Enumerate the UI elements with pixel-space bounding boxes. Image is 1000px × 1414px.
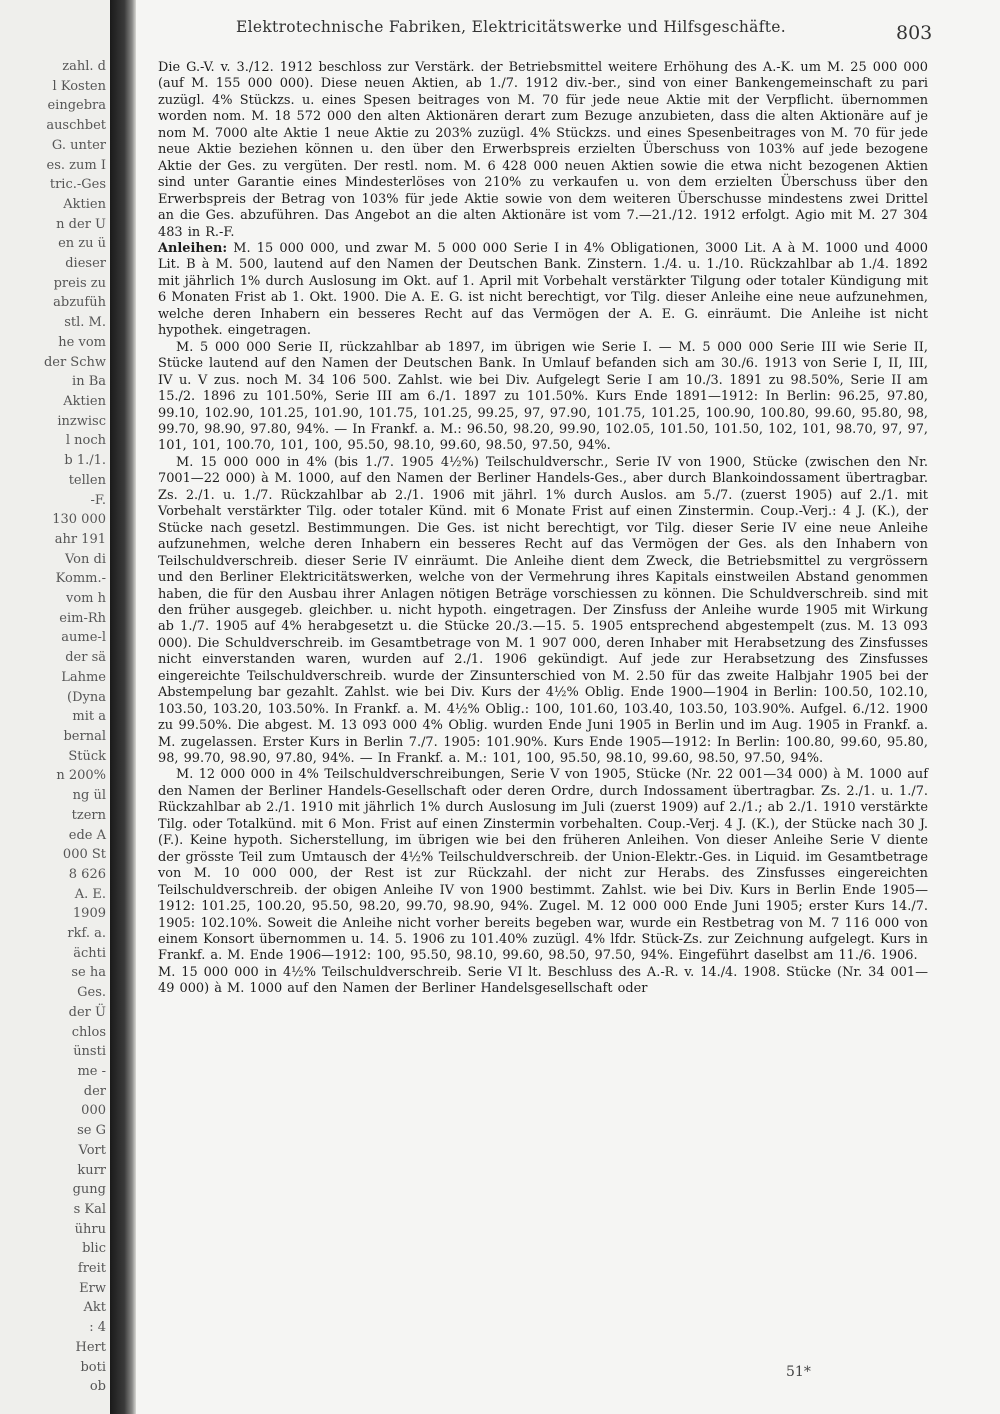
- facing-page-fragment: Lahme: [61, 669, 106, 685]
- facing-page-fragment: n 200%: [56, 768, 106, 784]
- paragraph-text: Die G.-V. v. 3./12. 1912 beschloss zur Verstärk. der Betriebsmittel weitere Erhöhung des A.-K. um M. 25 000 000 (auf M. 155 000 000). Diese neuen Aktien, ab 1./7. 1912 div.-ber., sind von einer Bankengemeinschaft zu pari zuzügl. 4% Stückzs. u. eines Spesen beitrages von M. 70 für jede neue Aktie mit der Verpflicht. übernommen worden nom. M. 18 572 000 den alten Aktionären derart zum Bezuge anzubieten, dass die alten Aktionäre auf je nom M. 7000 alte Aktie 1 neue Aktie zu 203% zuzügl. 4% Stückzs. und eines Spesenbeitrages von M. 70 für jede neue Aktie beziehen können u. den über den Erwerbspreis erzielten Überschuss von 103% auf jede bezogene Aktie der Ges. zu vergüten. Der restl. nom. M. 6 428 000 neuen Aktien sowie die etwa nicht bezogenen Aktien sind unter Garantie eines Mindesterlöses von 210% zu verkaufen u. von dem erzielten Überschuss über den Erwerbspreis der Betrag von 103% für jede Aktie sowie von dem weiteren Überschusse mindestens zwei Drittel an die Ges. abzuführen. Das Angebot an die alten Aktionäre ist vom 7.—21./12. 1912 erfolgt. Agio mit M. 27 304 483 in R.-F.: [158, 60, 928, 240]
- paragraph: [158, 60, 928, 241]
- facing-page-fragment: der Schw: [43, 354, 106, 370]
- facing-page-fragment: 000 St: [62, 847, 106, 863]
- paragraph-text: M. 12 000 000 in 4% Teilschuldverschreibungen, Serie V von 1905, Stücke (Nr. 22 001—34 000) à M. 1000 auf den Namen der Berliner Handels-Gesellschaft oder deren Ordre, durch Indossament übertragbar. Zs. 2./1. u. 1./7. Rückzahlbar ab 2./1. 1910 mit jährlich 1% durch Auslosung im Juli (zuerst 1909) auf 2./1.; ab 2./1. 1910 verstärkte Tilg. oder Totalkünd. mit 6 Mon. Frist auf einen Zinstermin vorbehalten. Coup.-Verj. 4 J. (K.), der Stücke nach 30 J. (F.). Keine hypoth. Sicherstellung, im übrigen wie bei den früheren Anleihen. Von dieser Anleihe Serie V diente der grösste Teil zum Umtausch der 4½% Teilschuldverschreib. der Union-Elektr.-Ges. in Liquid. im Gesamtbetrage von M. 10 000 000, der Rest ist zur Rückzahl. der nicht zur Herabs. des Zinsfusses eingereichten Teilschuldverschreib. der obigen Anleihe IV von 1900 bestimmt. Zahlst. wie bei Div. Kurs in Berlin Ende 1905—1912: 101.25, 100.20, 95.50, 98.20, 99.70, 98.90, 94%. Zugel. M. 12 000 000 Ende Juni 1905; erster Kurs 14./7. 1905: 102.10%. Soweit die Anleihe nicht vorher bereits begeben war, wurde ein Restbetrag von M. 7 116 000 von einem Konsort übernommen u. 14. 5. 1906 zu 101.40% zuzügl. 4% lfdr. Stück-Zs. zur Zeichnung aufgelegt. Kurs in Frankf. a. M. Ende 1906—1912: 100, 95.50, 98.10, 99.60, 98.50, 97.50, 94%. Eingeführt daselbst am 11./6. 1906.: [158, 767, 928, 964]
- facing-page-fragment: bernal: [63, 729, 106, 744]
- facing-page-fragment: eim-Rh: [59, 610, 106, 626]
- facing-page-fragment: s Kal: [73, 1201, 106, 1217]
- facing-page-fragment: tzern: [71, 807, 106, 823]
- running-header: Elektrotechnische Fabriken, Elektricitätswerke und Hilfsgeschäfte.: [236, 18, 786, 36]
- facing-page-fragment: en zu ü: [58, 236, 106, 252]
- facing-page-fragment: dieser: [65, 256, 106, 272]
- facing-page-fragment: Vort: [78, 1142, 106, 1158]
- paragraph: [158, 241, 928, 340]
- facing-page-fragment: n der U: [56, 216, 106, 232]
- facing-page-fragment: ng ül: [72, 788, 106, 804]
- facing-page-fragment: me -: [77, 1064, 106, 1079]
- facing-page-fragment: chlos: [71, 1024, 106, 1040]
- paragraph-text: M. 15 000 000 in 4% (bis 1./7. 1905 4½%) Teilschuldverschr., Serie IV von 1900, Stücke (zwischen den Nr. 7001—22 000) à M. 1000, auf den Namen der Berliner Handels-Ges., aber durch Blankoindossament übertragbar. Zs. 2./1. u. 1./7. Rückzahlbar ab 2./1. 1906 mit jährl. 1% durch Auslos. am 5./7. (zuerst 1905) auf 2./1. mit Vorbehalt verstärkter Tilg. oder totaler Künd. mit 6 Monate Frist auf einen Zinstermin. Coup.-Verj.: 4 J. (K.), der Stücke nach gesetzl. Bestimmungen. Die Ges. ist nicht berechtigt, vor Tilg. dieser Serie IV eine neue Anleihe aufzunehmen, welche deren Inhabern ein besseres Recht auf das Vermögen der Ges. als den Inhabern von Teilschuldverschreib. dieser Serie IV einräumt. Die Anleihe dient dem Zweck, die Betriebsmittel zu vergrössern und den Berliner Elektricitätswerken, welche von der Vermehrung ihres Kapitals einstweilen Abstand genommen haben, die für den Ausbau ihrer Anlagen nötigen Beträge vorschiessen zu können. Die Schuldverschreib. sind mit den früher ausgegeb. gleichber. u. nicht hypoth. eingetragen. Der Zinsfuss der Anleihe wurde 1905 mit Wirkung ab 1./7. 1905 auf 4% herabgesetzt u. die Stücke 20./3.—15. 5. 1905 entsprechend abgestempelt (zus. M. 13 093 000). Die Schuldverschreib. im Gesamtbetrage von M. 1 907 000, deren Inhaber mit Herabsetzung des Zinsfusses nicht einverstanden waren, wurden auf 2./1. 1906 gekündigt. Auf jede zur Herabsetzung des Zinsfusses eingereichte Teilschuldverschreib. wurde der Zinsunterschied von M. 2.50 für das zweite Halbjahr 1905 bei der Abstempelung bar gezahlt. Zahlst. wie bei Div. Kurs der 4½% Oblig. Ende 1900—1904 in Berlin: 100.50, 102.10, 103.50, 103.20, 103.50%. In Frankf. a. M. 4½% Oblig.: 100, 101.60, 103.40, 103.50, 103.90%. Aufgel. 6./12. 1900 zu 99.50%. Die abgest. M. 13 093 000 4% Oblig. wurden Ende Juni 1905 in Berlin und im Aug. 1905 in Frankf. a. M. zugelassen. Erster Kurs in Berlin 7./7. 1905: 101.90%. Kurs Ende 1905—1912: In Berlin: 100.80, 99.60, 95.80, 98, 99.70, 98.90, 97.80, 94%. — In Frankf. a. M.: 101, 100, 95.50, 98.10, 99.60, 98.50, 97.50, 94%.: [158, 454, 928, 767]
- facing-page-fragment: Aktien: [63, 394, 106, 409]
- paragraph: [158, 340, 928, 455]
- facing-page-fragment: -F.: [90, 492, 106, 508]
- paragraph-text: M. 15 000 000, und zwar M. 5 000 000 Serie I in 4% Obligationen, 3000 Lit. A à M. 1000 und 4000 Lit. B à M. 500, lautend auf den Namen der Deutschen Bank. Zinstern. 1./4. u. 1./10. Rückzahlbar ab 1./4. 1892 mit jährlich 1% durch Auslosung im Okt. auf 1. April mit Vorbehalt verstärkter Tilgung oder totaler Kündigung mit 6 Monaten Frist ab 1. Okt. 1900. Die A. E. G. ist nicht berechtigt, vor Tilg. dieser Anleihe eine neue aufzunehmen, welche deren Inhabern ein besseres Recht auf das Vermögen der A. E. G. einräumt. Die Anleihe ist nicht hypothek. eingetragen.: [158, 240, 928, 339]
- facing-page-fragment: auschbet: [46, 118, 106, 134]
- paragraph-text: M. 5 000 000 Serie II, rückzahlbar ab 1897, im übrigen wie Serie I. — M. 5 000 000 Serie III wie Serie II, Stücke lautend auf den Namen der Deutschen Bank. In Umlauf befanden sich am 30./6. 1913 von Serie I, II, III, IV u. V zus. noch M. 34 106 500. Zahlst. wie bei Div. Aufgelegt Serie I am 10./3. 1891 zu 98.50%, Serie II am 15./2. 1896 zu 101.50%, Serie III am 6./1. 1897 zu 101.50%. Kurs Ende 1891—1912: In Berlin: 96.25, 97.80, 99.10, 102.90, 101.25, 101.90, 101.75, 101.25, 99.25, 97, 97.90, 101.75, 101.25, 100.90, 100.80, 99.60, 95.80, 98, 99.70, 98.90, 97.80, 94%. — In Frankf. a. M.: 96.50, 98.20, 99.90, 102.05, 101.50, 101.50, 102, 101, 98.70, 97, 97, 101, 101, 100.70, 101, 100, 95.50, 98.10, 99.60, 98.50, 97.50, 94%.: [158, 339, 928, 454]
- facing-page-fragment: vom h: [65, 591, 106, 607]
- facing-page-fragment: Hert: [75, 1339, 106, 1355]
- facing-page-fragment: l Kosten: [52, 78, 106, 94]
- book-gutter: [110, 0, 136, 1414]
- facing-page-fragment: stl. M.: [64, 315, 106, 331]
- facing-page-fragment: (Dyna: [67, 689, 106, 705]
- paragraph: [158, 965, 928, 998]
- facing-page-fragment: l noch: [65, 433, 106, 449]
- facing-page-fragment: preis zu: [53, 275, 106, 291]
- facing-page-fragment: Von di: [64, 551, 106, 567]
- facing-page-fragment: Komm.-: [55, 571, 106, 587]
- section-label-anleihen: Anleihen:: [158, 240, 228, 256]
- facing-page-fragment: Aktien: [63, 196, 106, 212]
- facing-page-fragment: 1909: [72, 906, 106, 922]
- paragraph-text: M. 15 000 000 in 4½% Teilschuldverschreib. Serie VI lt. Beschluss des A.-R. v. 14./4. 1908. Stücke (Nr. 34 001—49 000) à M. 1000 auf den Namen der Berliner Handelsgesellschaft oder: [158, 964, 928, 997]
- facing-page-fragment: 8 626: [68, 866, 106, 882]
- facing-page-fragment: ahr 191: [54, 531, 106, 547]
- facing-page-fragment: gung: [72, 1182, 106, 1198]
- facing-page-fragment: ob: [89, 1379, 106, 1395]
- facing-page-fragment: G. unter: [51, 137, 106, 153]
- page-number: 803: [896, 22, 933, 44]
- facing-page-fragment: der Ü: [68, 1004, 106, 1020]
- body-text: [158, 60, 928, 998]
- facing-page-fragment: 000: [81, 1103, 106, 1119]
- facing-page-fragment: Stück: [68, 748, 106, 764]
- facing-page-fragment: tric.-Ges: [49, 177, 106, 193]
- facing-page-fragment: kurr: [77, 1162, 106, 1178]
- facing-page-fragment: ede A: [68, 827, 106, 843]
- facing-page-fragment: boti: [80, 1359, 106, 1375]
- facing-page-fragment: ächti: [73, 945, 106, 961]
- facing-page-fragment: zahl. d: [62, 59, 106, 74]
- facing-page-fragment: Erw: [79, 1280, 106, 1296]
- facing-page-fragment: se G: [77, 1123, 106, 1139]
- facing-page-fragment: inzwisc: [57, 413, 106, 429]
- facing-page-fragment: freit: [77, 1261, 106, 1277]
- document-page: [136, 0, 1000, 1414]
- facing-page-fragment: ünsti: [73, 1044, 106, 1060]
- facing-page-fragment: abzufüh: [53, 295, 106, 311]
- facing-page-fragment: aume-l: [61, 630, 106, 646]
- facing-page-fragment: 130 000: [52, 512, 106, 528]
- facing-page-fragment: se ha: [71, 965, 106, 981]
- facing-page-fragment: blic: [82, 1241, 106, 1257]
- facing-page-fragment: in Ba: [72, 374, 106, 390]
- facing-page-fragment: b 1./1.: [64, 453, 106, 469]
- facing-page-fragment: he vom: [58, 334, 106, 350]
- facing-page-fragment: Akt: [83, 1300, 106, 1316]
- facing-page-edge: [0, 0, 110, 1414]
- facing-page-fragment: : 4: [89, 1320, 106, 1336]
- signature-mark: 51*: [786, 1364, 811, 1380]
- facing-page-fragment: rkf. a.: [67, 926, 106, 942]
- paragraph: [158, 767, 928, 964]
- facing-page-fragment: tellen: [68, 472, 106, 488]
- facing-page-fragment: A. E.: [74, 886, 106, 902]
- paragraph: [158, 455, 928, 768]
- facing-page-fragment: ühru: [74, 1221, 106, 1237]
- facing-page-fragment: Ges.: [77, 985, 106, 1001]
- facing-page-fragment: mit a: [72, 709, 106, 725]
- facing-page-fragment: der sä: [65, 650, 106, 666]
- facing-page-fragment: eingebra: [47, 98, 106, 114]
- facing-page-fragment: der: [83, 1083, 106, 1099]
- facing-page-fragment: es. zum I: [46, 157, 106, 173]
